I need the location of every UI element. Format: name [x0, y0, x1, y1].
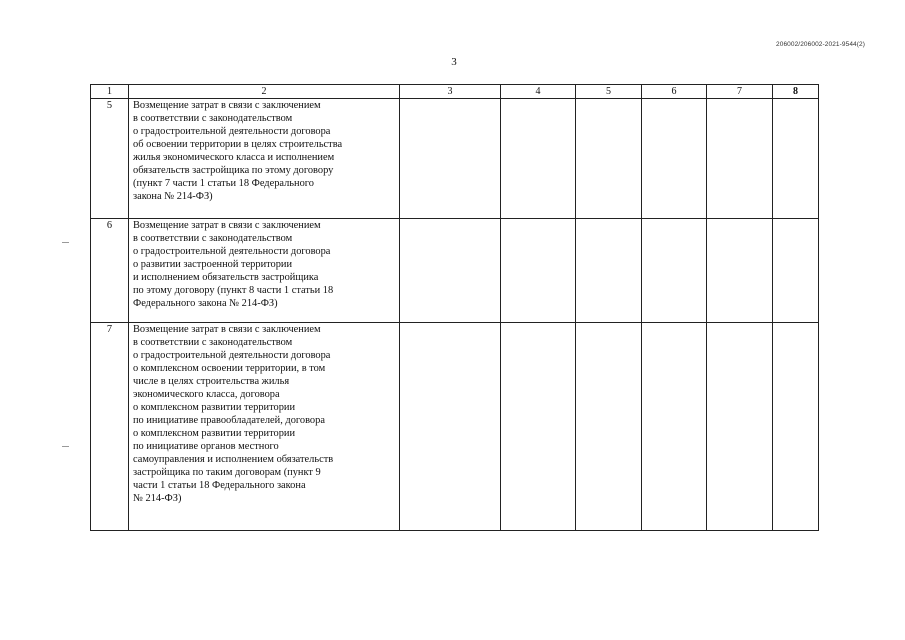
row-number: 6 [91, 219, 129, 323]
empty-cell [773, 99, 819, 219]
scan-mark [62, 446, 69, 447]
empty-cell [576, 99, 642, 219]
empty-cell [400, 323, 501, 531]
empty-cell [400, 219, 501, 323]
empty-cell [576, 323, 642, 531]
empty-cell [501, 323, 576, 531]
empty-cell [707, 323, 773, 531]
column-header: 3 [400, 85, 501, 99]
empty-cell [707, 219, 773, 323]
table-row [91, 99, 819, 219]
empty-cell [576, 219, 642, 323]
column-header: 2 [129, 85, 400, 99]
row-description: Возмещение затрат в связи с заключением в соответствии с законодательством о градостроительной деятельности договора о комплексном освоении территории, в том числе в целях строительства жилья экономического класса, договора о комплексном развитии территории по инициативе правообладателей, договора о комплексном развитии территории по инициативе органов местного самоуправления и исполнением обязательств застройщика по таким договорам (пункт 9 части 1 статьи 18 Федерального закона № 214-ФЗ) [129, 323, 400, 531]
table-header-row [91, 85, 819, 99]
scan-mark [62, 242, 69, 243]
column-header: 7 [707, 85, 773, 99]
table-row [91, 323, 819, 531]
column-header: 5 [576, 85, 642, 99]
empty-cell [501, 99, 576, 219]
empty-cell [642, 323, 707, 531]
page-number: 3 [451, 56, 457, 68]
column-header: 8 [773, 85, 819, 99]
empty-cell [707, 99, 773, 219]
empty-cell [400, 99, 501, 219]
document-code: 206002/206002-2021-9544(2) [776, 41, 865, 48]
row-number: 5 [91, 99, 129, 219]
row-description: Возмещение затрат в связи с заключением в соответствии с законодательством о градостроительной деятельности договора об освоении территории в целях строительства жилья экономического класса и исполнением обязательств застройщика по этому договору (пункт 7 части 1 статьи 18 Федерального закона № 214-ФЗ) [129, 99, 400, 219]
column-header: 4 [501, 85, 576, 99]
row-number: 7 [91, 323, 129, 531]
row-description: Возмещение затрат в связи с заключением в соответствии с законодательством о градостроительной деятельности договора о развитии застроенной территории и исполнением обязательств застройщика по этому договору (пункт 8 части 1 статьи 18 Федерального закона № 214-ФЗ) [129, 219, 400, 323]
column-header: 6 [642, 85, 707, 99]
table-row [91, 219, 819, 323]
column-header: 1 [91, 85, 129, 99]
empty-cell [773, 323, 819, 531]
empty-cell [773, 219, 819, 323]
empty-cell [642, 99, 707, 219]
empty-cell [642, 219, 707, 323]
expenses-table [90, 84, 819, 531]
empty-cell [501, 219, 576, 323]
